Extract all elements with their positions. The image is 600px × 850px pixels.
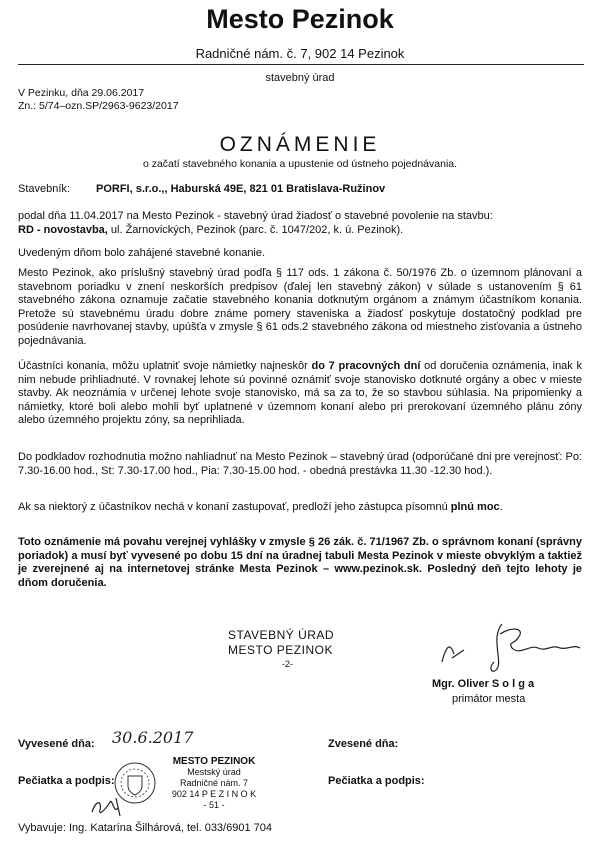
power-of-attorney: plnú moc — [450, 501, 500, 513]
official-stamp — [112, 756, 277, 818]
project-location: ul. Žarnovických, Pezinok (parc. č. 1047/202, k. ú. Pezinok). — [107, 223, 404, 236]
city-address: Radničné nám. č. 7, 902 14 Pezinok — [195, 46, 405, 61]
stamp-signature-label-left: Pečiatka a podpis: — [18, 775, 115, 787]
builder-label: Stavebník: — [18, 183, 70, 195]
objections-text-post: od doručenia oznámenia, inak k nim nebude prihliadnuté. V rovnakej lehote sú povinné oznámiť svoje stanovisko dotknuté orgány a obec v mieste stavby. Ak neoznámia v určenej lehote svoje stanovisko, má sa za to, že so stavbou súhlasia. Na pripomienky a námietky, ktoré boli alebo mohli byť uplatnené v územnom konaní alebo pri prerokovaní územného plánu zóny alebo územného projektu zóny, sa neprihliada. — [18, 360, 582, 427]
office-name: stavebný úrad — [265, 72, 335, 84]
stamp-line4: 902 14 P E Z I N O K — [171, 789, 257, 799]
paragraph-documents: Do podkladov rozhodnutia možno nahliadnuť na Mesto Pezinok – stavebný úrad (odporúčané dni pre verejnosť: Po: 7.30-16.00 hod., St: 7.30-17.00 hod., Pia: 7.30-15.00 hod. - obedná prestávka 11.30 -12.30 hod.). — [18, 451, 582, 477]
paragraph-objections — [18, 360, 582, 428]
notice-subheading: o začatí stavebného konania a upustenie od ústneho pojednávania. — [142, 158, 458, 170]
office-stamp-line1: STAVEBNÝ ÚRAD — [228, 628, 335, 642]
page-number: -2- — [282, 659, 293, 669]
stamp-line2: Mestský úrad — [187, 767, 241, 777]
objections-deadline: do 7 pracovných dní — [311, 360, 421, 372]
representation-text-pre: Ak sa niektorý z účastníkov nechá v konaní zastupovať, predloží jeho zástupca písomnú — [18, 501, 451, 513]
removed-label: Zvesené dňa: — [328, 738, 399, 750]
posted-date-handwritten: 30.6.2017 — [112, 728, 194, 747]
stamp-line5: - 51 - — [203, 800, 225, 810]
representation-text-post: . — [499, 501, 503, 513]
signer-title: primátor mesta — [452, 693, 526, 705]
office-stamp-line2: MESTO PEZINOK — [228, 643, 333, 657]
header-divider — [18, 64, 584, 65]
paragraph-application — [18, 210, 582, 237]
paragraph-representation — [18, 501, 582, 515]
prepared-by: Vybavuje: Ing. Katarína Šilhárová, tel. 033/6901 704 — [18, 822, 272, 834]
builder-value: PORFI, s.r.o.,, Haburská 49E, 821 01 Bratislava-Ružinov — [96, 183, 386, 195]
notice-heading: OZNÁMENIE — [219, 133, 381, 156]
stamp-text — [154, 756, 274, 811]
stamp-line3: Radničné nám. 7 — [179, 778, 249, 788]
mayor-signature — [430, 612, 590, 672]
paragraph-public-notice: Toto oznámenie má povahu verejnej vyhlášky v zmysle § 26 zák. č. 71/1967 Zb. o správnom konaní (správny poriadok) a musí byť vyvesené po dobu 15 dní na úradnej tabuli Mesta Pezinok v mieste obvyklým a taktiež je zverejnené aj na internetovej stránke Mesta Pezinok – www.pezinok.sk. Posledný deň tejto lehoty je dňom doručenia. — [18, 536, 582, 589]
objections-text-pre: Účastníci konania, môžu uplatniť svoje námietky najneskôr — [18, 360, 312, 372]
signer-name: Mgr. Oliver S o l g a — [432, 678, 535, 690]
clerk-signature — [88, 792, 128, 820]
paragraph-started: Uvedeným dňom bolo zahájené stavebné konanie. — [18, 247, 266, 259]
office-stamp-text — [228, 628, 334, 658]
paragraph-legal-basis: Mesto Pezinok, ako príslušný stavebný úrad podľa § 117 ods. 1 zákona č. 50/1976 Zb. o územnom plánovaní a stavebnom poriadku v znení neskorších predpisov (ďalej len stavebný zákon) v súlade s ustanovením § 61 stavebného zákona oznamuje začatie stavebného konania dotknutým orgánom a známym účastníkom konania. Pretože sú stavebnému úradu dobre známe pomery staveniska a žiadosť poskytuje dostatočný podklad pre posúdenie navrhovanej stavby, upúšťa v zmysle § 61 ods.2 stavebného zákona od miestneho zisťovania a ústneho pojednávania. — [18, 267, 582, 347]
city-title: Mesto Pezinok — [206, 4, 394, 34]
posted-label: Vyvesené dňa: — [18, 738, 95, 750]
stamp-line1: MESTO PEZINOK — [172, 756, 256, 767]
stamp-signature-label-right: Pečiatka a podpis: — [328, 775, 425, 787]
file-number: Zn.: 5/74–ozn.SP/2963-9623/2017 — [18, 100, 179, 112]
date-line: V Pezinku, dňa 29.06.2017 — [18, 87, 145, 99]
application-text: podal dňa 11.04.2017 na Mesto Pezinok - stavebný úrad žiadosť o stavebné povolenie na stavbu: — [18, 210, 493, 222]
project-name: RD - novostavba, — [18, 223, 108, 236]
